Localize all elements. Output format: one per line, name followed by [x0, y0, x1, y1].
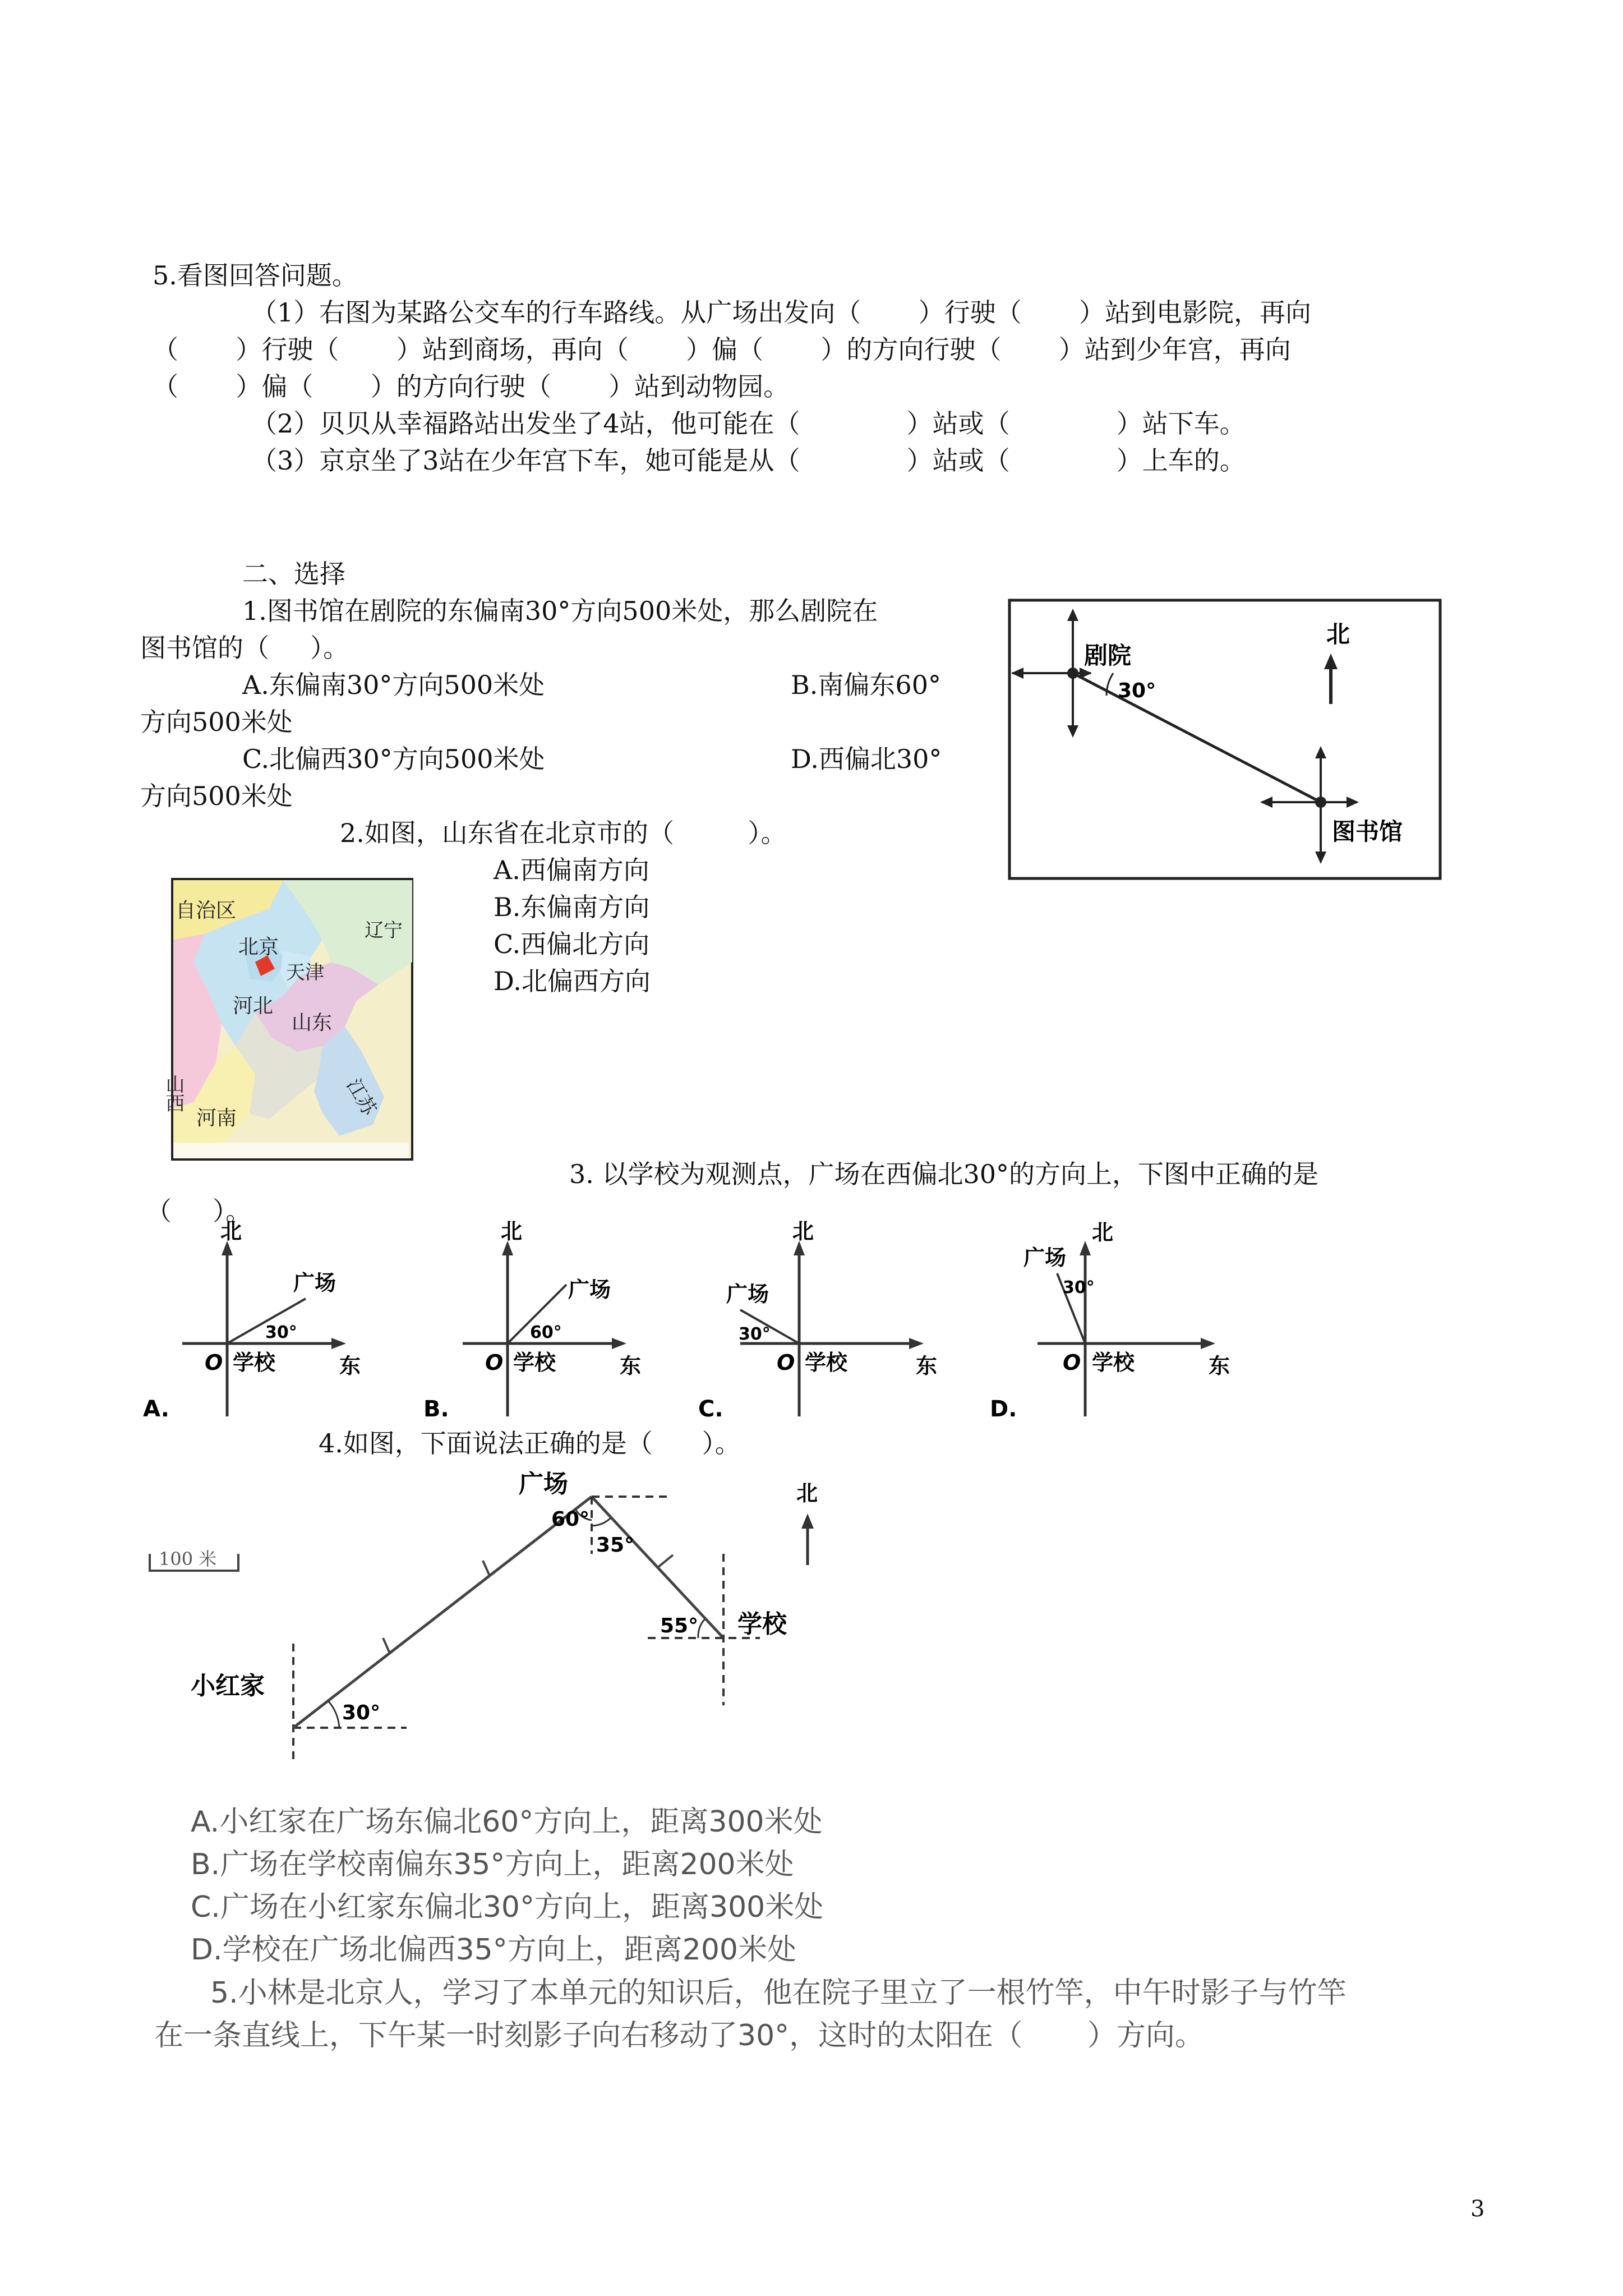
q4-school-label: 学校 — [737, 1610, 787, 1639]
q3-c-letter: C. — [698, 1396, 723, 1422]
q3-b-north: 北 — [501, 1219, 523, 1244]
q3-c-angle: 30° — [739, 1324, 771, 1344]
q3-c-school: 学校 — [805, 1350, 848, 1375]
map-label-shanxi: 山西 — [162, 1074, 185, 1112]
q5-part2: （2）贝贝从幸福路站出发坐了4站，他可能在（ ）站或（ ）站下车。 — [251, 408, 1246, 439]
q5-title: 5.看图回答问题。 — [153, 260, 358, 291]
q3-d-school: 学校 — [1092, 1350, 1135, 1375]
q3-c-square: 广场 — [726, 1282, 769, 1306]
q3-a-angle: 30° — [265, 1323, 297, 1342]
q5-part1-line3: （ ）偏（ ）的方向行驶（ ）站到动物园。 — [153, 371, 790, 402]
q4-option-a: A.小红家在广场东偏北60°方向上，距离300米处 — [191, 1805, 823, 1839]
q3-b-angle: 60° — [530, 1323, 562, 1342]
q2-province-map — [162, 878, 415, 1164]
q3-b-origin: O — [485, 1350, 504, 1375]
q4-option-d: D.学校在广场北偏西35°方向上，距离200米处 — [191, 1933, 796, 1967]
q3-a-origin: O — [205, 1350, 223, 1375]
q3-d-east: 东 — [1209, 1354, 1230, 1378]
q4-option-b: B.广场在学校南偏东35°方向上，距离200米处 — [191, 1848, 794, 1881]
q3-figure-a — [137, 1219, 384, 1422]
q1-option-b: B.南偏东60° — [791, 670, 941, 700]
map-label-autonomous-region: 自治区 — [176, 899, 237, 922]
q3-c-north: 北 — [792, 1219, 814, 1244]
section-title: 二、选择 — [242, 559, 345, 589]
q3-c-east: 东 — [916, 1354, 938, 1378]
q1-option-b-cont: 方向500米处 — [140, 707, 293, 737]
q3-c-origin: O — [777, 1350, 795, 1375]
q2-option-b: B.东偏南方向 — [494, 892, 650, 922]
q3-figure-d — [984, 1220, 1231, 1422]
map-label-beijing: 北京 — [238, 936, 279, 959]
q4-square-label: 广场 — [519, 1470, 568, 1498]
q1-option-d: D.西偏北30° — [791, 744, 942, 774]
q3-d-square: 广场 — [1023, 1245, 1067, 1270]
q2-option-d: D.北偏西方向 — [494, 966, 651, 996]
q3-b-square: 广场 — [568, 1277, 611, 1302]
q4-route-figure — [143, 1470, 861, 1773]
q3-d-angle: 30° — [1063, 1278, 1095, 1297]
q1-fig-theater-label: 剧院 — [1084, 642, 1132, 669]
q1-option-a: A.东偏南30°方向500米处 — [242, 670, 545, 700]
map-label-tianjin: 天津 — [286, 961, 324, 984]
q2-stem: 2.如图，山东省在北京市的（ ）。 — [340, 818, 787, 848]
q3-a-letter: A. — [143, 1396, 169, 1422]
q3-d-origin: O — [1063, 1350, 1081, 1375]
q5-part1-line1: （1）右图为某路公交车的行车路线。从广场出发向（ ）行驶（ ）站到电影院，再向 — [251, 297, 1311, 328]
map-label-jiangsu: 江苏 — [342, 1075, 381, 1120]
q4-option-c: C.广场在小红家东偏北30°方向上，距离300米处 — [191, 1890, 824, 1924]
q4-home-label: 小红家 — [191, 1672, 265, 1700]
q2-option-a: A.西偏南方向 — [494, 855, 649, 885]
q3-b-school: 学校 — [513, 1350, 556, 1375]
q3-figure-c — [693, 1219, 939, 1422]
q4-angle-35: 35° — [596, 1534, 635, 1557]
q4-north-label: 北 — [796, 1481, 818, 1506]
q4-angle-55: 55° — [660, 1614, 699, 1637]
q3-b-east: 东 — [620, 1354, 642, 1378]
q3-d-letter: D. — [990, 1396, 1017, 1422]
page-number: 3 — [1470, 2196, 1485, 2222]
q1-option-d-cont: 方向500米处 — [140, 781, 293, 811]
q3-stem: 3. 以学校为观测点，广场在西偏北30°的方向上，下图中正确的是 — [569, 1159, 1319, 1189]
q4-angle-60: 60° — [551, 1508, 590, 1531]
q5-part1-line2: （ ）行驶（ ）站到商场，再向（ ）偏（ ）的方向行驶（ ）站到少年宫，再向 — [153, 334, 1291, 365]
q3-a-north: 北 — [220, 1219, 242, 1244]
q3-d-north: 北 — [1092, 1220, 1114, 1245]
q1-fig-north-label: 北 — [1326, 620, 1350, 648]
q3-a-school: 学校 — [233, 1350, 276, 1375]
map-label-liaoning: 辽宁 — [365, 919, 403, 942]
q3-figure-b — [418, 1219, 665, 1422]
q4-angle-30: 30° — [342, 1701, 381, 1724]
q3-a-square: 广场 — [293, 1271, 336, 1295]
q5-part3: （3）京京坐了3站在少年宫下车，她可能是从（ ）站或（ ）上车的。 — [251, 445, 1246, 476]
map-label-hebei: 河北 — [233, 995, 274, 1018]
q3-a-east: 东 — [339, 1354, 361, 1378]
q3-b-letter: B. — [423, 1396, 449, 1422]
q1-fig-library-label: 图书馆 — [1332, 818, 1403, 845]
q3-blank: （ ）。 — [146, 1196, 252, 1226]
q1-stem-line1: 1.图书馆在剧院的东偏南30°方向500米处，那么剧院在 — [242, 596, 878, 626]
map-label-shandong: 山东 — [292, 1011, 333, 1034]
q2-option-c: C.西偏北方向 — [494, 929, 650, 959]
q1-direction-figure — [1007, 597, 1444, 884]
q1-option-c: C.北偏西30°方向500米处 — [242, 744, 545, 774]
q5-choice-line1: 5.小林是北京人，学习了本单元的知识后，他在院子里立了一根竹竿，中午时影子与竹竿 — [210, 1976, 1347, 2010]
q5-choice-line2: 在一条直线上，下午某一时刻影子向右移动了30°，这时的太阳在（ ）方向。 — [154, 2019, 1204, 2053]
q1-fig-angle-label: 30° — [1118, 679, 1156, 702]
q4-scale-label: 100 米 — [159, 1548, 217, 1570]
q1-stem-line2: 图书馆的（ ）。 — [140, 633, 349, 663]
q4-stem: 4.如图，下面说法正确的是（ ）。 — [319, 1428, 741, 1458]
map-label-henan: 河南 — [196, 1107, 237, 1130]
